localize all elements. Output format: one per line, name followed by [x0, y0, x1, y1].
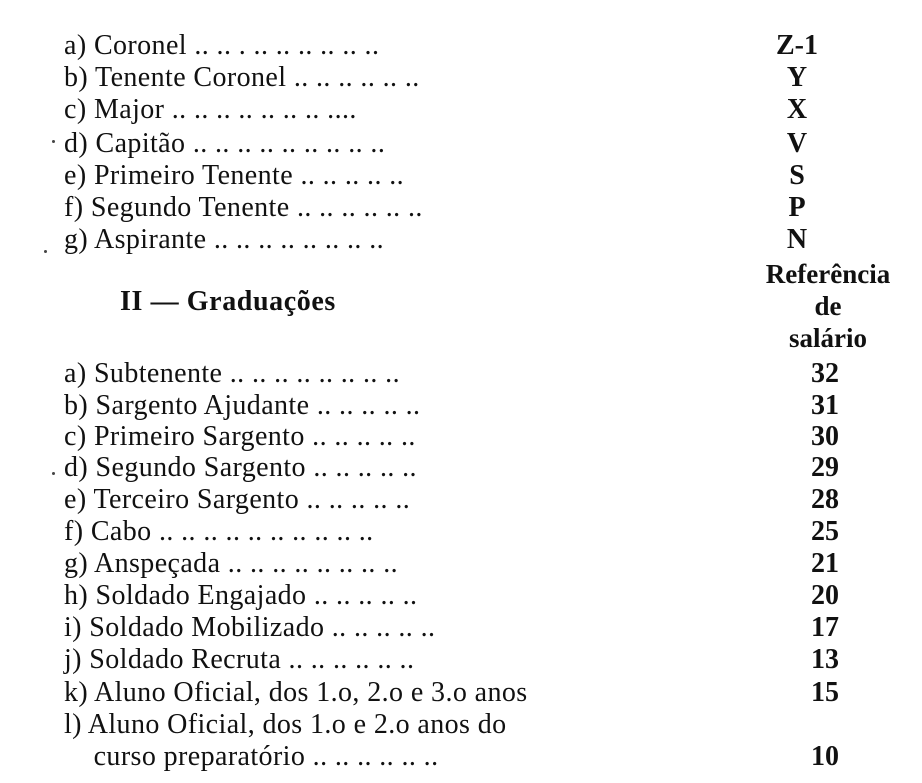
rank-label: b) Tenente Coronel .. .. .. .. .. .. [64, 62, 420, 93]
rank-reference: X [786, 94, 808, 125]
rank-label: d) Capitão .. .. .. .. .. .. .. .. .. [64, 128, 386, 159]
list-item [0, 358, 922, 390]
rank-label: c) Major .. .. .. .. .. .. .. .... [64, 94, 357, 125]
grade-reference: 32 [811, 358, 839, 389]
list-item [0, 160, 922, 192]
rank-reference: P [788, 192, 806, 223]
list-item [0, 516, 922, 548]
print-speck [52, 140, 55, 143]
grade-reference: 13 [811, 644, 839, 675]
column-header-line: de [814, 291, 842, 321]
list-item [0, 580, 922, 612]
rank-label: e) Primeiro Tenente .. .. .. .. .. [64, 160, 405, 191]
print-speck [44, 250, 47, 253]
list-item [0, 421, 922, 453]
grade-label: curso preparatório .. .. .. .. .. .. [64, 741, 439, 772]
rank-reference: S [789, 160, 805, 191]
grade-label: l) Aluno Oficial, dos 1.o e 2.o anos do [64, 709, 507, 740]
list-item [0, 677, 922, 709]
list-item [0, 192, 922, 224]
print-speck [52, 472, 55, 475]
list-item [0, 224, 922, 256]
list-item [0, 741, 922, 773]
grade-reference: 28 [811, 484, 839, 515]
grade-reference: 20 [811, 580, 839, 611]
list-item [0, 709, 922, 741]
rank-label: a) Coronel .. .. . .. .. .. .. .. .. [64, 30, 380, 61]
grade-label: j) Soldado Recruta .. .. .. .. .. .. [64, 644, 415, 675]
grade-label: b) Sargento Ajudante .. .. .. .. .. [64, 390, 421, 421]
grade-reference: 10 [811, 741, 839, 772]
column-header-line: Referência [765, 259, 891, 289]
grade-label: h) Soldado Engajado .. .. .. .. .. [64, 580, 418, 611]
list-item [0, 484, 922, 516]
grade-reference: 31 [811, 390, 839, 421]
list-item [0, 128, 922, 160]
rank-reference: Y [786, 62, 808, 93]
grade-label: i) Soldado Mobilizado .. .. .. .. .. [64, 612, 436, 643]
list-item [0, 612, 922, 644]
list-item [0, 644, 922, 676]
list-item [0, 452, 922, 484]
section-title: II — Graduações [120, 286, 336, 317]
grade-reference: 30 [811, 421, 839, 452]
grade-reference: 17 [811, 612, 839, 643]
rank-reference: N [786, 224, 808, 255]
rank-label: g) Aspirante .. .. .. .. .. .. .. .. [64, 224, 385, 255]
grade-label: c) Primeiro Sargento .. .. .. .. .. [64, 421, 416, 452]
grade-label: g) Anspeçada .. .. .. .. .. .. .. .. [64, 548, 399, 579]
grade-label: k) Aluno Oficial, dos 1.o, 2.o e 3.o anos [64, 677, 528, 708]
grade-reference: 29 [811, 452, 839, 483]
list-item [0, 548, 922, 580]
grade-label: f) Cabo .. .. .. .. .. .. .. .. .. .. [64, 516, 374, 547]
column-header [738, 258, 918, 354]
grade-reference: 25 [811, 516, 839, 547]
list-item [0, 30, 922, 62]
rank-reference: Z-1 [776, 30, 818, 61]
list-item [0, 94, 922, 126]
grade-label: d) Segundo Sargento .. .. .. .. .. [64, 452, 417, 483]
grade-reference: 21 [811, 548, 839, 579]
rank-label: f) Segundo Tenente .. .. .. .. .. .. [64, 192, 423, 223]
grade-reference: 15 [811, 677, 839, 708]
column-header-line: salário [789, 323, 867, 353]
list-item [0, 62, 922, 94]
list-item [0, 390, 922, 422]
rank-reference: V [786, 128, 808, 159]
grade-label: a) Subtenente .. .. .. .. .. .. .. .. [64, 358, 400, 389]
grade-label: e) Terceiro Sargento .. .. .. .. .. [64, 484, 411, 515]
